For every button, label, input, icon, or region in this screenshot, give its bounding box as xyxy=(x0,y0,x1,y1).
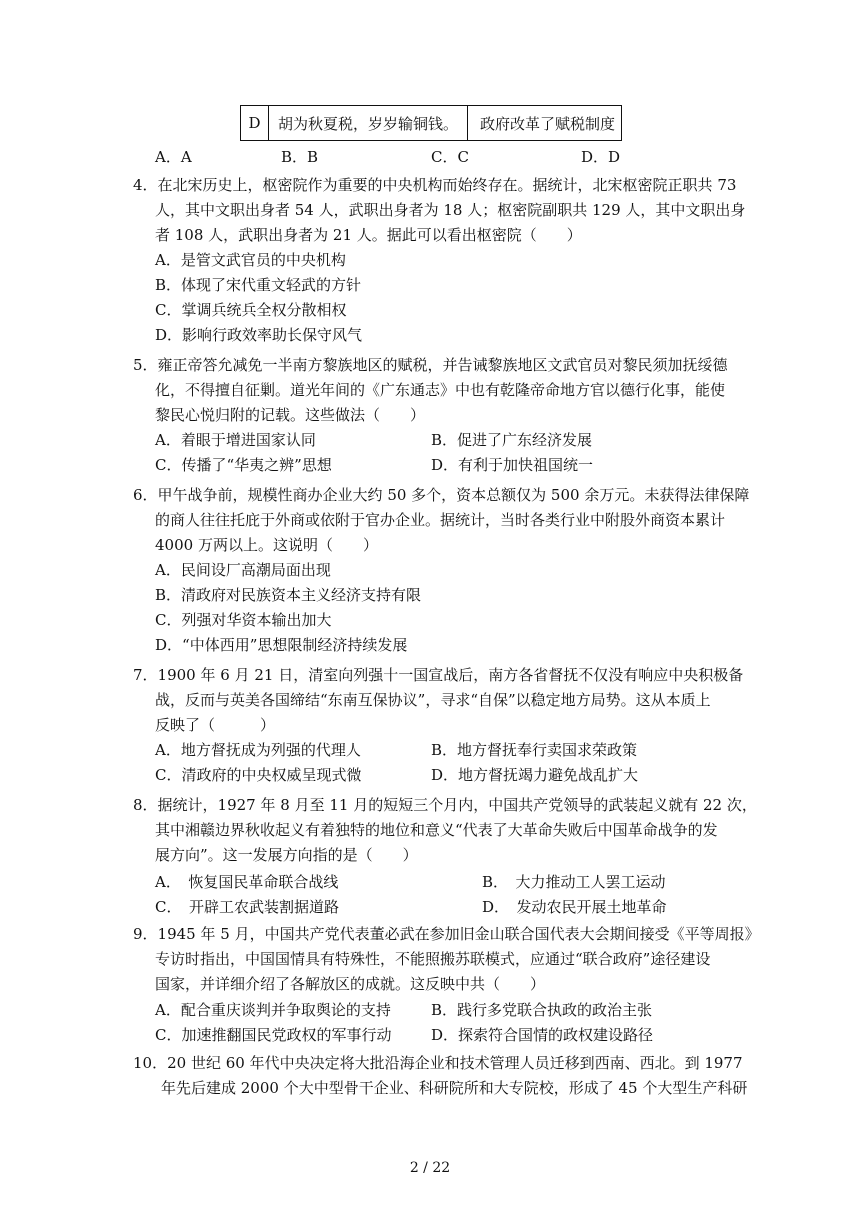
page-number: 2 / 22 xyxy=(409,1160,451,1176)
q7-stem-line-2: 战，反而与英美各国缔结“东南互保协议”，寻求“自保”以稳定地方局势。这从本质上 xyxy=(155,691,711,709)
table-conclusion-cell: 政府改革了赋税制度 xyxy=(480,114,616,133)
q6-stem-line-2: 的商人往往托庇于外商或依附于官办企业。据统计，当时各类行业中附股外商资本累计 xyxy=(155,511,726,529)
table-content-cell: 胡为秋夏税，岁岁输铜钱。 xyxy=(269,106,468,140)
q6-option-b[interactable]: B．清政府对民族资本主义经济支持有限 xyxy=(155,586,422,604)
q7-option-a[interactable]: A．地方督抚成为列强的代理人 xyxy=(155,741,361,759)
table-letter-cell: D xyxy=(241,106,269,140)
answer-table-row xyxy=(240,105,622,141)
q5-option-d[interactable]: D．有利于加快祖国统一 xyxy=(431,456,594,474)
q6-stem-line-3: 4000 万两以上。这说明（ ） xyxy=(155,536,378,554)
q4-option-d[interactable]: D．影响行政效率助长保守风气 xyxy=(155,326,363,344)
q6-option-c[interactable]: C．列强对华资本输出加大 xyxy=(155,611,332,629)
q8-option-a[interactable]: A． 恢复国民革命联合战线 xyxy=(155,873,339,891)
q4-option-a[interactable]: A．是管文武官员的中央机构 xyxy=(155,251,346,269)
q9-stem-line-2: 专访时指出，中国国情具有特殊性，不能照搬苏联模式，应通过“联合政府”途径建设 xyxy=(155,950,711,968)
q8-option-b[interactable]: B． 大力推动工人罢工运动 xyxy=(482,873,666,891)
q10-stem-line-2: 年先后建成 2000 个大中型骨干企业、科研院所和大专院校，形成了 45 个大型生产科研 xyxy=(161,1079,748,1097)
q7-option-d[interactable]: D．地方督抚竭力避免战乱扩大 xyxy=(431,766,639,784)
q9-option-a[interactable]: A．配合重庆谈判并争取舆论的支持 xyxy=(155,1001,391,1019)
q5-stem-line-1: 5．雍正帝答允减免一半南方黎族地区的赋税，并告诫黎族地区文武官员对黎民须加抚绥德 xyxy=(133,356,728,374)
q9-stem-line-1: 9．1945 年 5 月，中国共产党代表董必武在参加旧金山联合国代表大会期间接受《平等周报》 xyxy=(133,925,760,943)
q3-option-b[interactable]: B．B xyxy=(281,148,319,166)
q8-option-c[interactable]: C． 开辟工农武装割据道路 xyxy=(155,898,339,916)
q5-stem-line-2: 化，不得擅自征剿。道光年间的《广东通志》中也有乾隆帝命地方官以德行化事，能使 xyxy=(155,381,726,399)
q7-stem-line-1: 7．1900 年 6 月 21 日，清室向列强十一国宣战后，南方各省督抚不仅没有响应中央积极备 xyxy=(133,666,744,684)
q8-stem-line-2: 其中湘赣边界秋收起义有着独特的地位和意义“代表了大革命失败后中国革命战争的发 xyxy=(155,821,718,839)
q3-option-d[interactable]: D．D xyxy=(581,148,621,166)
q4-stem-line-2: 人，其中文职出身者 54 人，武职出身者为 18 人；枢密院副职共 129 人，其中文职出身 xyxy=(155,201,746,219)
q8-stem-line-1: 8．据统计，1927 年 8 月至 11 月的短短三个月内，中国共产党领导的武装起义就有 22 次， xyxy=(133,796,757,814)
q9-option-c[interactable]: C．加速推翻国民党政权的军事行动 xyxy=(155,1026,392,1044)
q5-option-a[interactable]: A．着眼于增进国家认同 xyxy=(155,431,316,449)
q6-option-d[interactable]: D．“中体西用”思想限制经济持续发展 xyxy=(155,636,408,654)
q8-option-d[interactable]: D． 发动农民开展土地革命 xyxy=(482,898,667,916)
q5-stem-line-3: 黎民心悦归附的记载。这些做法（ ） xyxy=(155,406,426,424)
q3-option-a[interactable]: A．A xyxy=(155,148,192,166)
q9-option-d[interactable]: D．探索符合国情的政权建设路径 xyxy=(431,1026,654,1044)
q7-option-c[interactable]: C．清政府的中央权威呈现式微 xyxy=(155,766,362,784)
q9-stem-line-3: 国家，并详细介绍了各解放区的成就。这反映中共（ ） xyxy=(155,975,546,993)
q4-stem-line-3: 者 108 人，武职出身者为 21 人。据此可以看出枢密院（ ） xyxy=(155,226,582,244)
q5-option-b[interactable]: B．促进了广东经济发展 xyxy=(431,431,593,449)
q4-option-c[interactable]: C．掌调兵统兵全权分散相权 xyxy=(155,301,347,319)
q6-option-a[interactable]: A．民间设厂高潮局面出现 xyxy=(155,561,331,579)
q8-stem-line-3: 展方向”。这一发展方向指的是（ ） xyxy=(155,846,418,864)
q5-option-c[interactable]: C．传播了“华夷之辨”思想 xyxy=(155,456,332,474)
q4-option-b[interactable]: B．体现了宋代重文轻武的方针 xyxy=(155,276,362,294)
q3-option-c[interactable]: C．C xyxy=(431,148,469,166)
q6-stem-line-1: 6．甲午战争前，规模性商办企业大约 50 多个，资本总额仅为 500 余万元。未获得法律保障 xyxy=(133,486,750,504)
q4-stem-line-1: 4．在北宋历史上，枢密院作为重要的中央机构而始终存在。据统计，北宋枢密院正职共 73 xyxy=(133,176,737,194)
q7-stem-line-3: 反映了（ ） xyxy=(155,716,276,734)
q9-option-b[interactable]: B．践行多党联合执政的政治主张 xyxy=(431,1001,653,1019)
q10-stem-line-1: 10．20 世纪 60 年代中央决定将大批沿海企业和技术管理人员迁移到西南、西北。到 1977 xyxy=(133,1054,743,1072)
q7-option-b[interactable]: B．地方督抚奉行卖国求荣政策 xyxy=(431,741,638,759)
